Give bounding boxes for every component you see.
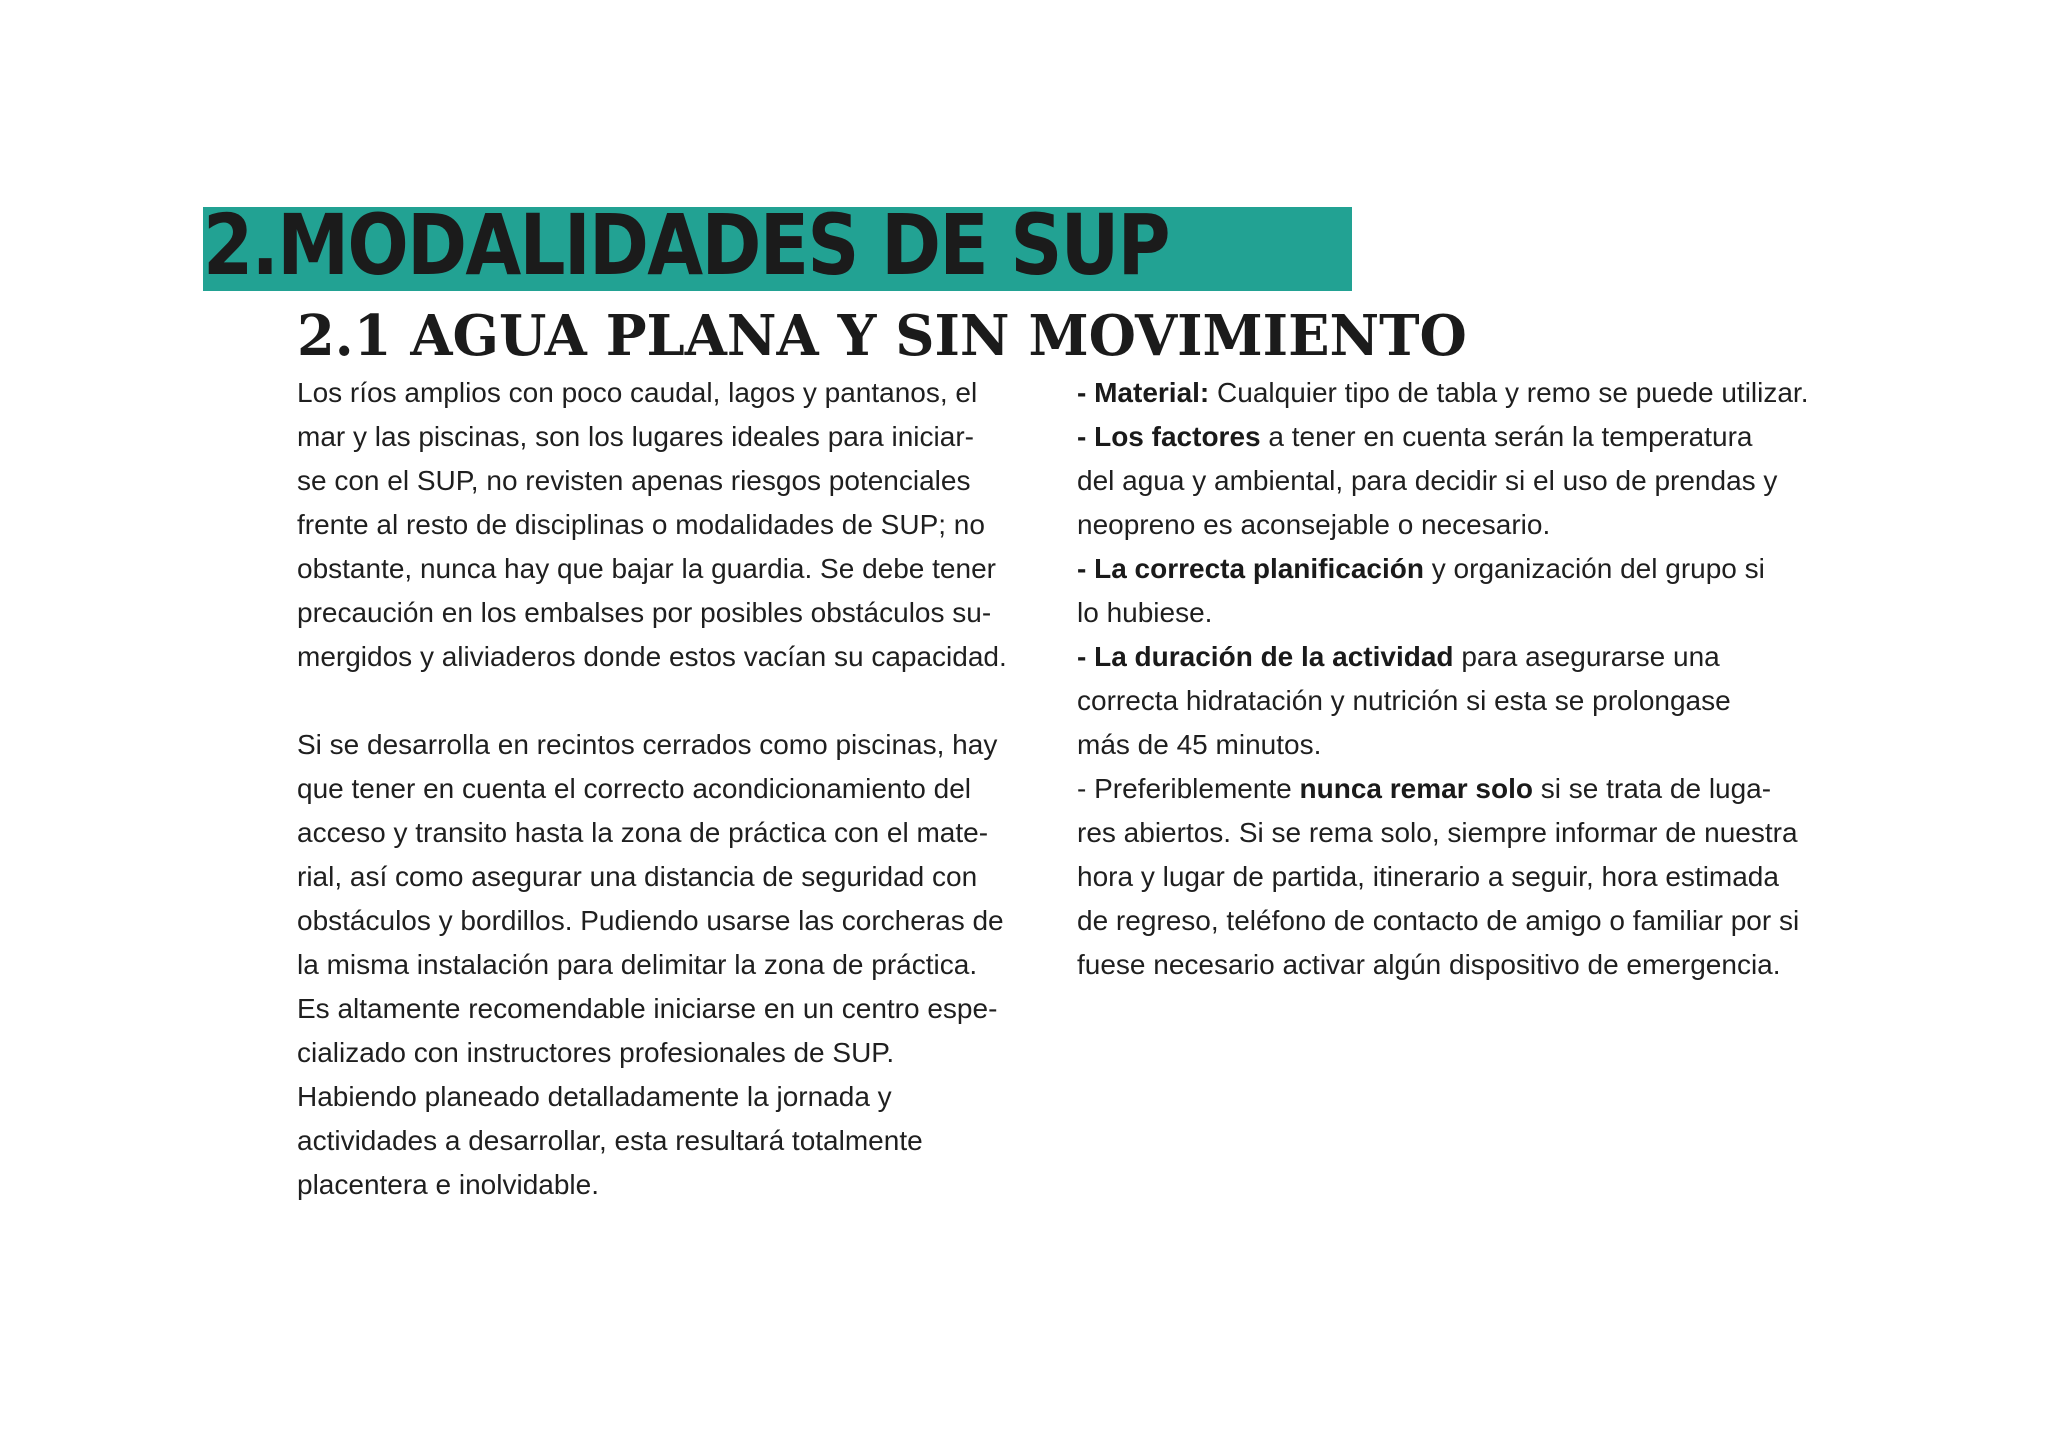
text-line: mergidos y aliviaderos donde estos vacían su capacidad. xyxy=(297,641,1007,672)
text-line: Los ríos amplios con poco caudal, lagos y pantanos, el xyxy=(297,377,978,408)
item-text: y organización del grupo si xyxy=(1424,553,1765,584)
text-line: frente al resto de disciplinas o modalidades de SUP; no xyxy=(297,509,985,540)
item-label: - Los factores xyxy=(1077,421,1261,452)
item-text: Cualquier tipo de tabla y remo se puede utilizar. xyxy=(1209,377,1809,408)
paragraph-lugares xyxy=(297,371,1057,679)
text-line: Es altamente recomendable iniciarse en un centro espe- xyxy=(297,993,998,1024)
text-line: actividades a desarrollar, esta resultará totalmente xyxy=(297,1125,923,1156)
right-column xyxy=(1077,371,1857,987)
text-line: la misma instalación para delimitar la zona de práctica. xyxy=(297,949,978,980)
text-line: neopreno es aconsejable o necesario. xyxy=(1077,509,1551,540)
text-line: fuese necesario activar algún dispositivo de emergencia. xyxy=(1077,949,1781,980)
text-line: placentera e inolvidable. xyxy=(297,1169,599,1200)
text-line: cializado con instructores profesionales de SUP. xyxy=(297,1037,895,1068)
text-line: res abiertos. Si se rema solo, siempre informar de nuestra xyxy=(1077,817,1798,848)
text-line: acceso y transito hasta la zona de práctica con el mate- xyxy=(297,817,989,848)
text-line: rial, así como asegurar una distancia de seguridad con xyxy=(297,861,978,892)
item-text: para asegurarse una xyxy=(1453,641,1720,672)
list-item-factores xyxy=(1077,415,1857,547)
text-line xyxy=(1077,635,1857,679)
text-line xyxy=(1077,547,1857,591)
item-text: a tener en cuenta serán la temperatura xyxy=(1260,421,1753,452)
paragraph-spacer xyxy=(297,679,1057,723)
text-line xyxy=(1077,415,1857,459)
page-title: 2.MODALIDADES DE SUP xyxy=(203,196,1169,294)
text-line: que tener en cuenta el correcto acondicionamiento del xyxy=(297,773,971,804)
list-item-duracion xyxy=(1077,635,1857,767)
text-line: hora y lugar de partida, itinerario a seguir, hora estimada xyxy=(1077,861,1779,892)
text-line: mar y las piscinas, son los lugares ideales para iniciar- xyxy=(297,421,974,452)
text-line: lo hubiese. xyxy=(1077,597,1213,628)
text-line: obstante, nunca hay que bajar la guardia. Se debe tener xyxy=(297,553,996,584)
text-line xyxy=(1077,767,1857,811)
item-label: nunca remar solo xyxy=(1299,773,1533,804)
text-line: más de 45 minutos. xyxy=(1077,729,1322,760)
section-title: 2.1 AGUA PLANA Y SIN MOVIMIENTO xyxy=(297,303,1467,369)
list-item-planificacion xyxy=(1077,547,1857,635)
list-item-material xyxy=(1077,371,1857,415)
item-label: - La duración de la actividad xyxy=(1077,641,1454,672)
text-line: precaución en los embalses por posibles obstáculos su- xyxy=(297,597,992,628)
list-item-remar-solo xyxy=(1077,767,1857,987)
item-label: - Material: xyxy=(1077,377,1210,408)
item-label: - La correcta planificación xyxy=(1077,553,1424,584)
text-line: Si se desarrolla en recintos cerrados como piscinas, hay xyxy=(297,729,998,760)
item-text: si se trata de luga- xyxy=(1532,773,1772,804)
left-column xyxy=(297,371,1057,1207)
text-line: Habiendo planeado detalladamente la jornada y xyxy=(297,1081,892,1112)
text-line: de regreso, teléfono de contacto de amigo o familiar por si xyxy=(1077,905,1800,936)
item-prefix: - Preferiblemente xyxy=(1077,773,1300,804)
text-line: del agua y ambiental, para decidir si el uso de prendas y xyxy=(1077,465,1778,496)
paragraph-recintos xyxy=(297,723,1057,1207)
text-line: correcta hidratación y nutrición si esta se prolongase xyxy=(1077,685,1731,716)
text-line: obstáculos y bordillos. Pudiendo usarse las corcheras de xyxy=(297,905,1004,936)
text-line: se con el SUP, no revisten apenas riesgos potenciales xyxy=(297,465,971,496)
text-line xyxy=(1077,371,1857,415)
